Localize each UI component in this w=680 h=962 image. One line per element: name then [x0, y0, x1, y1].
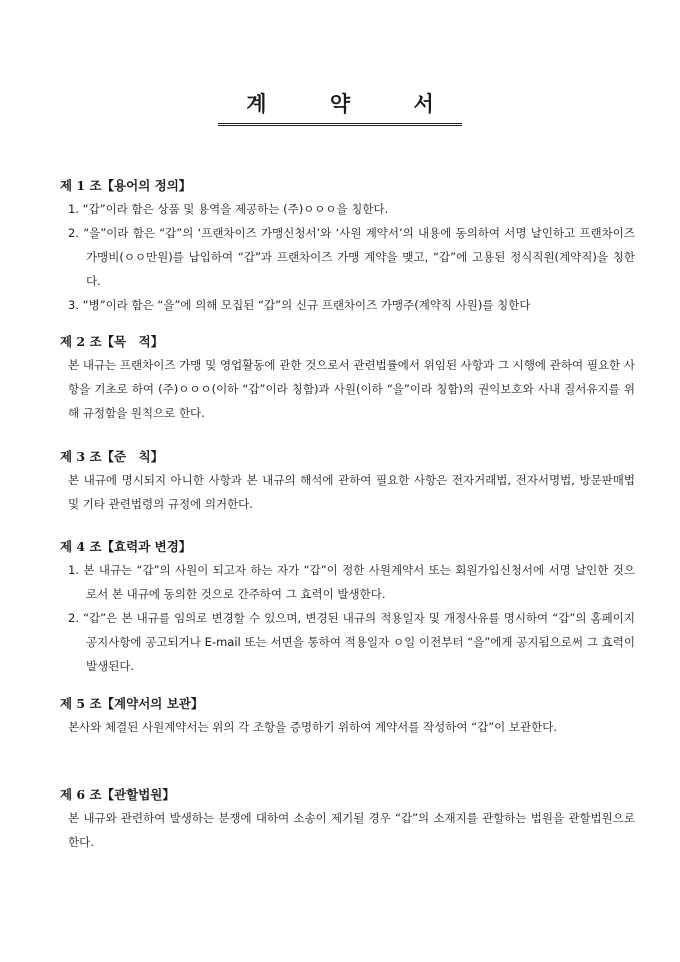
list-item: 2. “을”이라 함은 “갑”의 ‘프랜차이즈 가맹신청서’와 ‘사원 계약서’의 내용에 동의하여 서명 날인하고 프랜차이즈 가맹비(ㅇㅇ만원)를 납입하여 “갑”과 프랜차이즈 가맹 계약을 맺고, “갑”에 고용된 정식직원(계약직)을 칭한다. [68, 226, 635, 288]
article-heading: 제 4 조【효력과 변경】 [60, 539, 192, 554]
article-body: 본 내규와 관련하여 발생하는 분쟁에 대하여 소송이 제기될 경우 “갑”의 소재지를 관할하는 법원을 관할법원으로 한다. [68, 811, 635, 849]
article-body: 본 내규에 명시되지 아니한 사항과 본 내규의 해석에 관하여 필요한 사항은 전자거래법, 전자서명법, 방문판매법 및 기타 관련법령의 규정에 의거한다. [68, 473, 635, 511]
article-body: 본사와 체결된 사원계약서는 위의 각 조항을 증명하기 위하여 계약서를 작성하여 “갑”이 보관한다. [68, 720, 558, 734]
list-item: 3. “병”이라 함은 “을”에 의해 모집된 “갑”의 신규 프랜차이즈 가맹주(계약직 사원)를 칭한다 [68, 298, 531, 312]
list-item: 1. 본 내규는 “갑”의 사원이 되고자 하는 자가 “갑”이 정한 사원계약서 또는 회원가입신청서에 서명 날인한 것으로서 본 내규에 동의한 것으로 간주하여 그 효력이 발생한다. [68, 563, 635, 601]
article-item-list [60, 197, 635, 317]
article-1 [60, 176, 635, 317]
list-item: 1. “갑”이라 함은 상품 및 용역을 제공하는 (주)ㅇㅇㅇ을 칭한다. [68, 202, 389, 216]
article-3 [60, 447, 635, 516]
article-6 [60, 785, 635, 854]
article-heading: 제 1 조【용어의 정의】 [60, 178, 192, 193]
article-heading: 제 3 조【준 칙】 [60, 449, 164, 464]
article-5 [60, 694, 635, 739]
list-item: 2. “갑”은 본 내규를 임의로 변경할 수 있으며, 변경된 내규의 적용일자 및 개정사유를 명시하여 “갑”의 홈페이지 공지사항에 공고되거나 E-mail 또는 서면을 통하여 적용일자 ㅇ일 이전부터 “을”에게 공지됨으로써 그 효력이 발생된다. [68, 611, 635, 673]
article-heading: 제 6 조【관할법원】 [60, 787, 175, 802]
article-heading: 제 5 조【계약서의 보관】 [60, 696, 204, 711]
article-heading: 제 2 조【목 적】 [60, 334, 164, 349]
article-4 [60, 537, 635, 678]
article-item-list [60, 558, 635, 678]
article-2 [60, 332, 635, 425]
document-title: 계 약 서 [218, 88, 461, 126]
article-body: 본 내규는 프랜차이즈 가맹 및 영업활동에 관한 것으로서 관련법률에서 위임된 사항과 그 시행에 관하여 필요한 사항을 기초로 하여 (주)ㅇㅇㅇ(이하 “갑”이라 칭함)과 사원(이하 “을”이라 칭함)의 권익보호와 사내 질서유지를 위해 규정함을 원칙으로 한다. [68, 358, 635, 420]
title-area [0, 88, 680, 126]
